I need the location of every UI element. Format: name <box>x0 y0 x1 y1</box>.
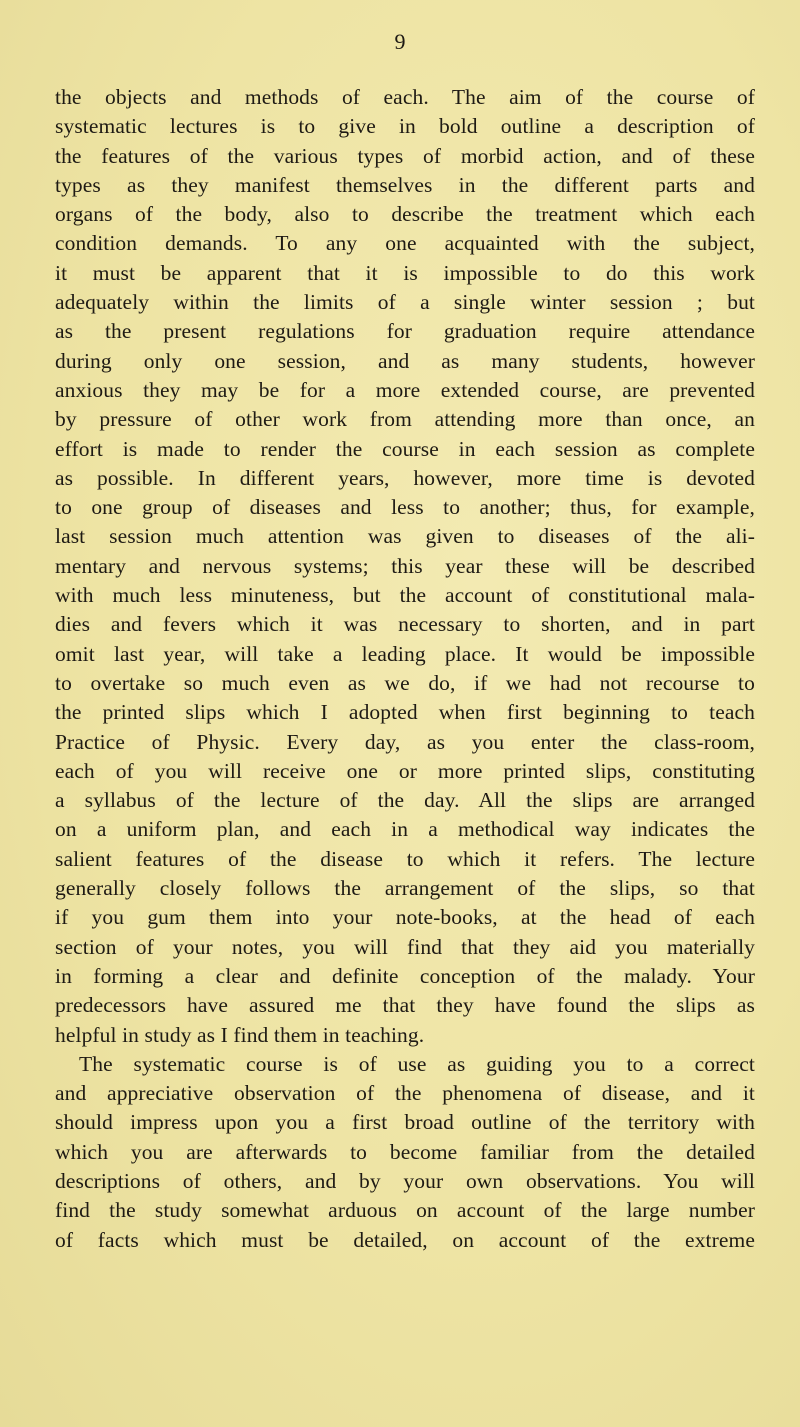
text-line: effort is made to render the course in each session as complete <box>55 436 755 461</box>
text-line: by pressure of other work from attending more than once, an <box>55 407 755 432</box>
text-line: of facts which must be detailed, on account of the extreme <box>55 1227 755 1252</box>
text-line: should impress upon you a first broad outline of the territory with <box>55 1110 755 1135</box>
text-line: a syllabus of the lecture of the day. All the slips are arranged <box>55 788 755 813</box>
text-line: as the present regulations for graduation require attendance <box>55 319 755 344</box>
text-line: generally closely follows the arrangement of the slips, so that <box>55 876 755 901</box>
text-line: condition demands. To any one acquainted with the subject, <box>55 231 755 256</box>
text-line: systematic lectures is to give in bold outline a description of <box>55 114 755 139</box>
text-line: each of you will receive one or more printed slips, constituting <box>55 758 755 783</box>
text-line: descriptions of others, and by your own observations. You will <box>55 1168 755 1193</box>
text-line: anxious they may be for a more extended course, are prevented <box>55 377 755 402</box>
text-line: and appreciative observation of the phenomena of disease, and it <box>55 1081 755 1106</box>
text-line: if you gum them into your note-books, at the head of each <box>55 905 755 930</box>
text-line: which you are afterwards to become familiar from the detailed <box>55 1139 755 1164</box>
text-line: Practice of Physic. Every day, as you enter the class-room, <box>55 729 755 754</box>
text-line: find the study somewhat arduous on account of the large number <box>55 1198 755 1223</box>
paragraph-end-line: helpful in study as I find them in teaching. <box>55 1022 425 1047</box>
text-line: during only one session, and as many students, however <box>55 348 755 373</box>
paragraph-start-line: The systematic course is of use as guiding you to a correct <box>79 1051 755 1076</box>
text-line: mentary and nervous systems; this year these will be described <box>55 553 755 578</box>
text-line: the features of the various types of morbid action, and of these <box>55 143 755 168</box>
text-line: organs of the body, also to describe the treatment which each <box>55 202 755 227</box>
text-line: dies and fevers which it was necessary to shorten, and in part <box>55 612 755 637</box>
body-text <box>55 83 755 1255</box>
text-line: adequately within the limits of a single winter session ; but <box>55 290 755 315</box>
text-line: salient features of the disease to which it refers. The lecture <box>55 846 755 871</box>
text-line: the objects and methods of each. The aim of the course of <box>55 85 755 109</box>
text-line: the printed slips which I adopted when first beginning to teach <box>55 700 755 725</box>
text-line: types as they manifest themselves in the different parts and <box>55 172 755 197</box>
text-line: section of your notes, you will find that they aid you materially <box>55 934 755 959</box>
page-number: 9 <box>394 29 406 54</box>
text-line: to overtake so much even as we do, if we had not recourse to <box>55 670 755 695</box>
text-line: in forming a clear and definite conception of the malady. Your <box>55 963 755 988</box>
text-line: last session much attention was given to diseases of the ali- <box>55 524 755 549</box>
text-line: to one group of diseases and less to another; thus, for example, <box>55 495 755 520</box>
text-line: with much less minuteness, but the account of constitutional mala- <box>55 583 755 608</box>
text-line: predecessors have assured me that they have found the slips as <box>55 993 755 1018</box>
text-line: on a uniform plan, and each in a methodical way indicates the <box>55 817 755 842</box>
text-line: omit last year, will take a leading place. It would be impossible <box>55 641 755 666</box>
text-line: it must be apparent that it is impossible to do this work <box>55 260 755 285</box>
text-line: as possible. In different years, however, more time is devoted <box>55 465 755 490</box>
